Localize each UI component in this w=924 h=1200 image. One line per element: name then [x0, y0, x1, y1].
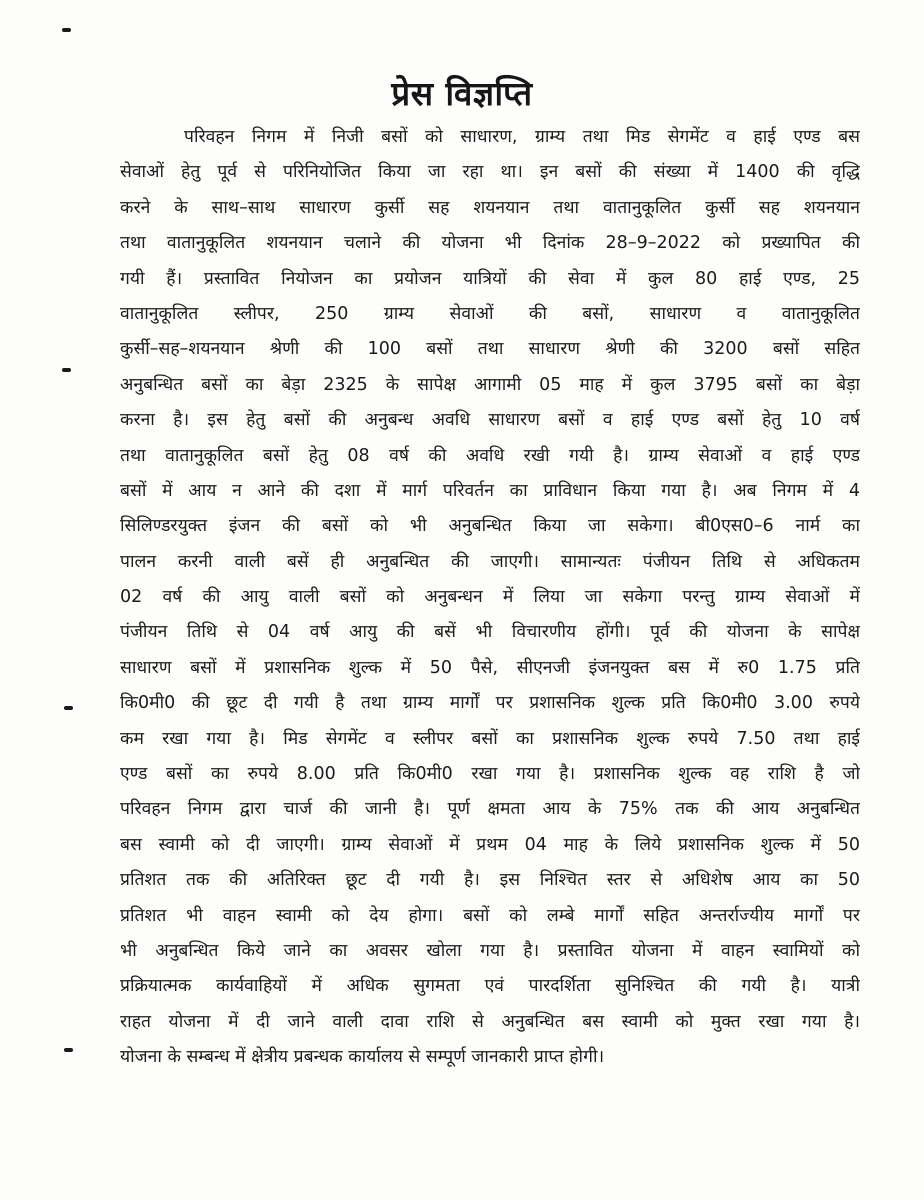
body-line: सेवाओं हेतु पूर्व से परिनियोजित किया जा रहा था। इन बसों की संख्या में 1400 की वृद्धि — [120, 162, 860, 183]
punch-mark — [62, 368, 71, 372]
body-line: करना है। इस हेतु बसों की अनुबन्ध अवधि साधारण बसों व हाई एण्ड बसों हेतु 10 वर्ष — [120, 410, 860, 431]
body-line: अनुबन्धित बसों का बेड़ा 2325 के सापेक्ष आगामी 05 माह में कुल 3795 बसों का बेड़ा — [120, 374, 860, 395]
body-line: गयी हैं। प्रस्तावित नियोजन का प्रयोजन यात्रियों की सेवा में कुल 80 हाई एण्ड, 25 — [120, 268, 860, 289]
punch-mark — [62, 28, 71, 32]
body-line: 02 वर्ष की आयु वाली बसों को अनुबन्धन में लिया जा सकेगा परन्तु ग्राम्य सेवाओं में — [120, 587, 860, 608]
body-line: बसों में आय न आने की दशा में मार्ग परिवर्तन का प्राविधान किया गया है। अब निगम में 4 — [120, 480, 860, 501]
body-line: परिवहन निगम में निजी बसों को साधारण, ग्राम्य तथा मिड सेगमेंट व हाई एण्ड बस — [184, 127, 860, 147]
body-line: वातानुकूलित स्लीपर, 250 ग्राम्य सेवाओं की बसों, साधारण व वातानुकूलित — [120, 303, 860, 324]
body-line: प्रक्रियात्मक कार्यवाहियों में अधिक सुगमता एवं पारदर्शिता सुनिश्चित की गयी है। यात्री — [120, 976, 860, 997]
body-line: तथा वातानुकूलित बसों हेतु 08 वर्ष की अवधि रखी गयी है। ग्राम्य सेवाओं व हाई एण्ड — [120, 445, 860, 466]
body-line: करने के साथ–साथ साधारण कुर्सी सह शयनयान तथा वातानुकूलित कुर्सी सह शयनयान — [120, 197, 860, 218]
body-line: कम रखा गया है। मिड सेगमेंट व स्लीपर बसों का प्रशासनिक शुल्क रुपये 7.50 तथा हाई — [120, 728, 860, 749]
document-body — [120, 120, 860, 1076]
body-line: प्रतिशत तक की अतिरिक्त छूट दी गयी है। इस निश्चित स्तर से अधिशेष आय का 50 — [120, 870, 860, 891]
body-line: पालन करनी वाली बसें ही अनुबन्धित की जाएगी। सामान्यतः पंजीयन तिथि से अधिकतम — [120, 551, 860, 572]
body-line: राहत योजना में दी जाने वाली दावा राशि से अनुबन्धित बस स्वामी को मुक्त रखा गया है। — [120, 1011, 860, 1032]
body-line: प्रतिशत भी वाहन स्वामी को देय होगा। बसों को लम्बे मार्गों सहित अन्तर्राज्यीय मार्गों पर — [120, 905, 860, 926]
punch-mark — [64, 1048, 73, 1052]
body-line: साधारण बसों में प्रशासनिक शुल्क में 50 पैसे, सीएनजी इंजनयुक्त बस में रु0 1.75 प्रति — [120, 657, 860, 678]
body-line: सिलिण्डरयुक्त इंजन की बसों को भी अनुबन्धित किया जा सकेगा। बी0एस0–6 नार्म का — [120, 516, 860, 537]
body-line: एण्ड बसों का रुपये 8.00 प्रति कि0मी0 रखा गया है। प्रशासनिक शुल्क वह राशि है जो — [120, 764, 860, 785]
body-line: परिवहन निगम द्वारा चार्ज की जानी है। पूर्ण क्षमता आय के 75% तक की आय अनुबन्धित — [120, 799, 860, 820]
document-title: प्रेस विज्ञप्ति — [391, 74, 533, 113]
body-line: कि0मी0 की छूट दी गयी है तथा ग्राम्य मार्गों पर प्रशासनिक शुल्क प्रति कि0मी0 3.00 रुपये — [120, 693, 860, 714]
body-line: योजना के सम्बन्ध में क्षेत्रीय प्रबन्धक कार्यालय से सम्पूर्ण जानकारी प्राप्त होगी। — [120, 1047, 605, 1068]
punch-mark — [64, 706, 73, 710]
body-line: तथा वातानुकूलित शयनयान चलाने की योजना भी दिनांक 28–9–2022 को प्रख्यापित की — [120, 233, 860, 254]
body-line: पंजीयन तिथि से 04 वर्ष आयु की बसें भी विचारणीय होंगी। पूर्व की योजना के सापेक्ष — [120, 622, 860, 643]
body-line: बस स्वामी को दी जाएगी। ग्राम्य सेवाओं में प्रथम 04 माह के लिये प्रशासनिक शुल्क में 50 — [120, 834, 860, 855]
body-line: भी अनुबन्धित किये जाने का अवसर खोला गया है। प्रस्तावित योजना में वाहन स्वामियों को — [120, 940, 860, 961]
body-line: कुर्सी–सह–शयनयान श्रेणी की 100 बसों तथा साधारण श्रेणी की 3200 बसों सहित — [120, 339, 860, 360]
